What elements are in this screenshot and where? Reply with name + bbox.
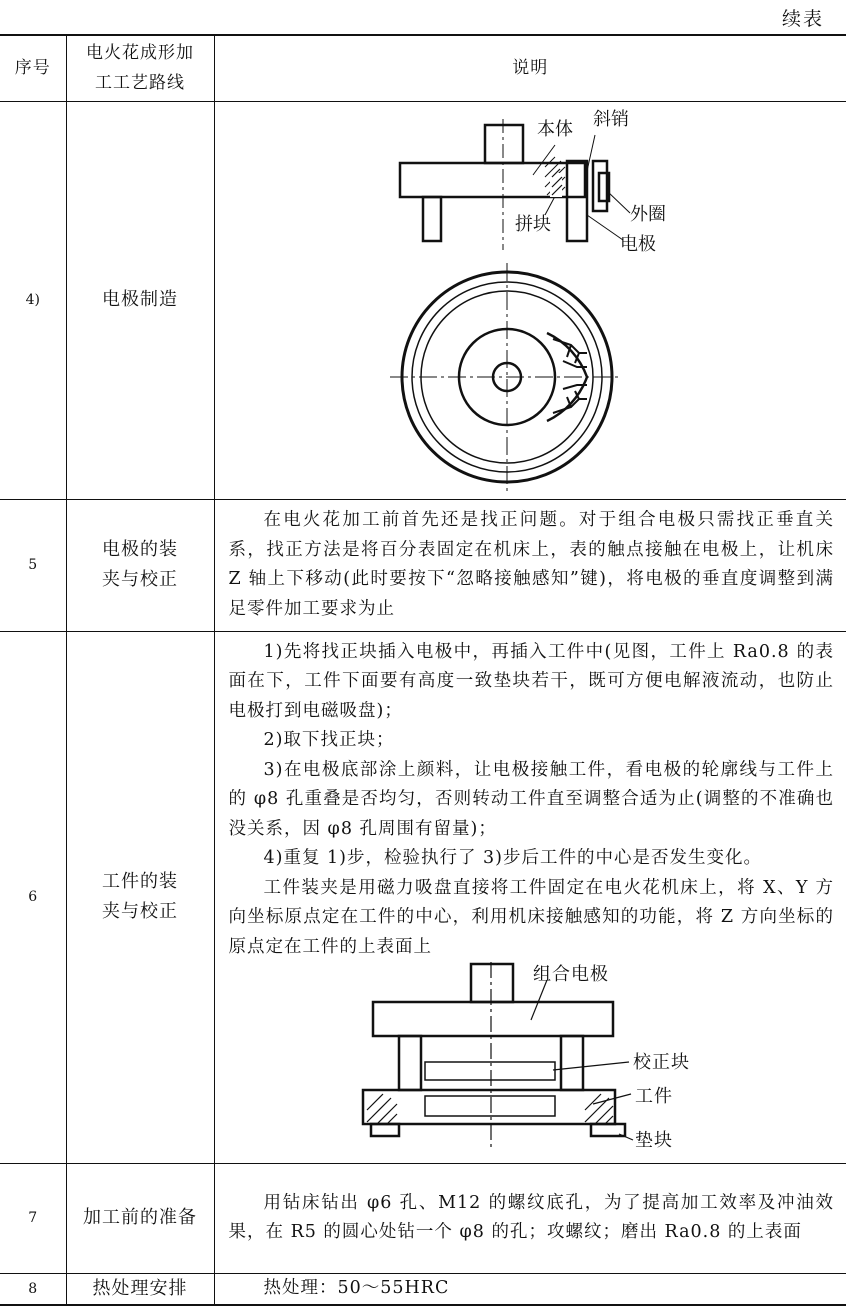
row-number: 7 <box>0 1163 66 1273</box>
row-number: 4) <box>0 101 66 499</box>
header-row <box>0 35 846 101</box>
row-number: 5 <box>0 499 66 631</box>
label-combo-electrode: 组合电极 <box>533 964 610 985</box>
row-text: 热处理：50～55HRC <box>263 1278 450 1298</box>
row-step: 工件的装夹与校正 <box>66 631 214 1163</box>
para: 2)取下找正块； <box>263 730 395 750</box>
row-number: 6 <box>0 631 66 1163</box>
table-row <box>0 631 846 1163</box>
label-workpiece: 工件 <box>635 1086 674 1107</box>
label-outer-ring: 外圈 <box>630 204 667 225</box>
label-pad: 垫块 <box>635 1130 674 1151</box>
row-step: 热处理安排 <box>66 1273 214 1305</box>
label-pin: 斜销 <box>593 109 630 130</box>
label-insert: 拼块 <box>515 214 552 235</box>
table-row <box>0 499 846 631</box>
header-no: 序号 <box>0 35 66 101</box>
para: 3)在电极底部涂上颜料，让电极接触工件，看电极的轮廓线与工件上的 φ8 孔重叠是否均匀，否则转动工件直至调整合适为止(调整的不准确也没关系，因 φ8 孔周围有留量)； <box>228 759 834 839</box>
row-text: 用钻床钻出 φ6 孔、M12 的螺纹底孔，为了提高加工效率及冲油效果，在 R5 的圆心处钻一个 φ8 的孔；攻螺纹；磨出 Ra0.8 的上表面 <box>228 1192 834 1242</box>
row-step: 加工前的准备 <box>66 1163 214 1273</box>
header-route: 电火花成形加工工艺路线 <box>66 35 214 101</box>
row-step: 电极的装夹与校正 <box>66 499 214 631</box>
table-row <box>0 1273 846 1305</box>
para: 工件装夹是用磁力吸盘直接将工件固定在电火花机床上，将 X、Y 方向坐标原点定在工件的中心，利用机床接触感知的功能，将 Z 方向坐标的原点定在工件的上表面上 <box>228 877 834 957</box>
electrode-figure-cell <box>214 101 846 499</box>
workpiece-setup-drawing <box>231 962 831 1152</box>
row-number: 8 <box>0 1273 66 1305</box>
label-body: 本体 <box>537 119 574 140</box>
table-row <box>0 101 846 499</box>
para: 4)重复 1)步，检验执行了 3)步后工件的中心是否发生变化。 <box>263 848 763 868</box>
para: 1)先将找正块插入电极中，再插入工件中(见图，工件上 Ra0.8 的表面在下，工件下面要有高度一致垫块若干，既可方便电解液流动，也防止电极打到电磁吸盘)； <box>228 641 834 721</box>
row-step: 电极制造 <box>66 101 214 499</box>
table-row <box>0 1163 846 1273</box>
header-desc: 说明 <box>214 35 846 101</box>
continued-caption: 续表 <box>781 8 824 30</box>
label-calibration-block: 校正块 <box>633 1052 691 1073</box>
process-table <box>0 34 846 1306</box>
label-electrode: 电极 <box>620 234 657 255</box>
row-text: 在电火花加工前首先还是找正问题。对于组合电极只需找正垂直关系，找正方法是将百分表固定在机床上，表的触点接触在电极上，让机床 Z 轴上下移动(此时要按下“忽略接触感知”键)，将电极的垂直度调整到满足零件加工要求为止 <box>228 510 834 619</box>
electrode-drawing <box>215 105 845 495</box>
